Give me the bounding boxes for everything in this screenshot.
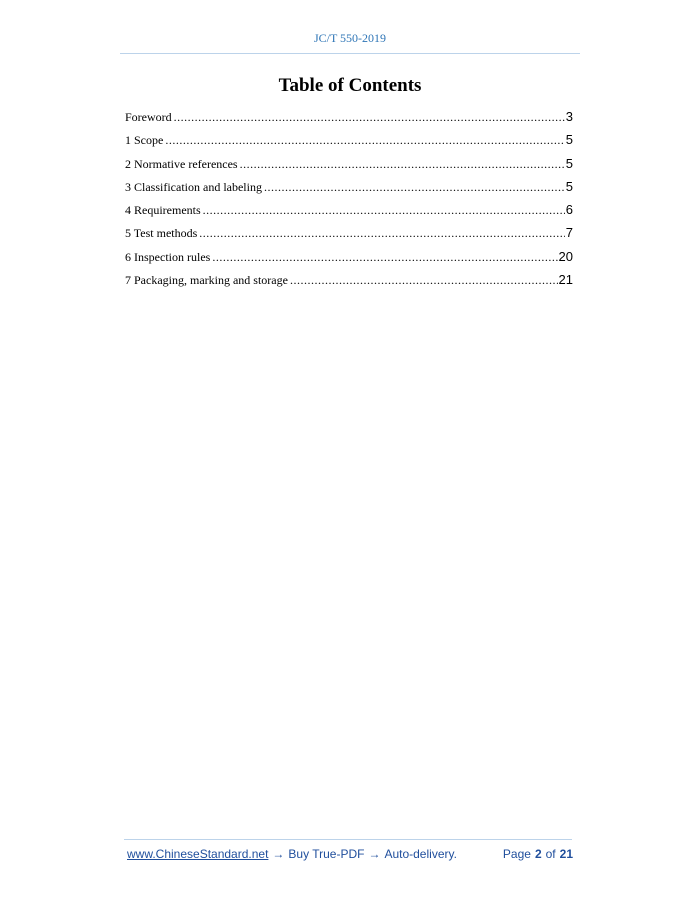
toc-entry-label: 2 Normative references [125, 156, 238, 171]
site-link[interactable]: www.ChineseStandard.net [127, 847, 269, 861]
page-word: Page [502, 847, 531, 861]
toc-dot-leader [174, 108, 565, 126]
toc-entry-label: 7 Packaging, marking and storage [125, 273, 288, 288]
toc-dot-leader [203, 201, 565, 219]
toc-entry-label: 4 Requirements [125, 203, 201, 218]
toc-entry-test-methods[interactable] [125, 224, 573, 247]
toc-dot-leader [264, 178, 565, 196]
header-divider [120, 53, 580, 54]
page-current: 2 [534, 847, 542, 861]
toc-entry-page: 5 [565, 155, 573, 171]
page-footer [127, 847, 573, 863]
document-code-header: JC/T 550-2019 [313, 31, 387, 45]
toc-entry-page: 5 [565, 132, 573, 148]
toc-title: Table of Contents [278, 75, 422, 96]
toc-dot-leader [290, 271, 558, 289]
arrow-right-icon: → [272, 847, 285, 861]
toc-entry-page: 21 [558, 272, 573, 288]
toc-dot-leader [165, 131, 564, 149]
buy-pdf-text: Buy True-PDF [288, 847, 365, 861]
toc-dot-leader [240, 155, 565, 173]
of-word: of [545, 847, 556, 861]
toc-entry-label: Foreword [125, 110, 172, 124]
toc-dot-leader [199, 224, 564, 242]
toc-entry-page: 20 [558, 248, 573, 264]
arrow-right-icon: → [368, 847, 381, 861]
auto-delivery-text: Auto-delivery. [384, 847, 457, 861]
toc-entry-classification[interactable] [125, 178, 573, 201]
toc-list [125, 108, 573, 294]
toc-entry-label: 6 Inspection rules [125, 249, 211, 264]
toc-entry-label: 3 Classification and labeling [125, 179, 262, 194]
toc-dot-leader [212, 248, 557, 266]
footer-promo [127, 847, 457, 861]
toc-entry-packaging[interactable] [125, 271, 573, 294]
footer-divider [124, 839, 572, 840]
toc-entry-normative-references[interactable] [125, 155, 573, 178]
toc-entry-label: 1 Scope [125, 133, 164, 148]
toc-entry-inspection-rules[interactable] [125, 248, 573, 271]
toc-entry-scope[interactable] [125, 131, 573, 154]
page-number [503, 847, 573, 861]
toc-entry-foreword[interactable] [125, 108, 573, 131]
page-total: 21 [559, 847, 573, 861]
toc-entry-page: 6 [565, 202, 573, 218]
toc-entry-page: 7 [565, 225, 573, 241]
toc-entry-page: 3 [565, 109, 573, 124]
toc-entry-page: 5 [565, 178, 573, 194]
toc-entry-label: 5 Test methods [125, 226, 198, 241]
toc-entry-requirements[interactable] [125, 201, 573, 224]
